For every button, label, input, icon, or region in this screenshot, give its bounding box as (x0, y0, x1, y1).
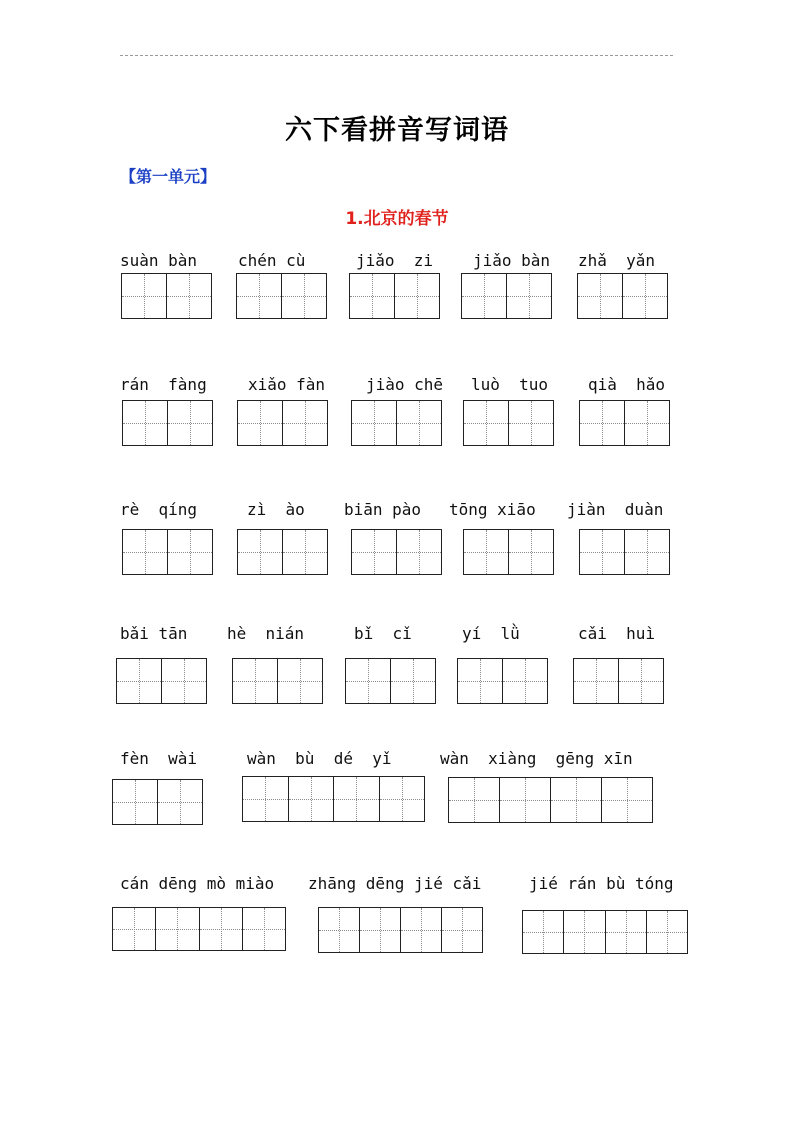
pinyin-label: yí lǜ (462, 624, 520, 643)
writing-grid-2[interactable] (349, 273, 440, 319)
pinyin-label: xiǎo fàn (248, 375, 326, 394)
pinyin-label: zì ào (247, 500, 305, 519)
writing-grid-2[interactable] (463, 529, 554, 575)
lesson-title: 1.北京的春节 (345, 209, 449, 229)
writing-grid-2[interactable] (116, 658, 207, 704)
pinyin-label: rè qíng (120, 500, 198, 519)
writing-grid-4[interactable] (522, 910, 688, 954)
writing-grid-2[interactable] (351, 529, 442, 575)
pinyin-label: bǐ cǐ (354, 624, 412, 643)
pinyin-label: rán fàng (120, 375, 207, 394)
pinyin-label: jiàn duàn (567, 500, 664, 519)
writing-grid-2[interactable] (579, 529, 670, 575)
pinyin-label: hè nián (227, 624, 305, 643)
writing-grid-2[interactable] (577, 273, 668, 319)
writing-grid-2[interactable] (122, 529, 213, 575)
writing-grid-4[interactable] (318, 907, 483, 953)
pinyin-label: zhāng dēng jié cǎi (308, 874, 482, 893)
writing-grid-2[interactable] (345, 658, 436, 704)
writing-grid-2[interactable] (112, 779, 203, 825)
pinyin-label: biān pào (344, 500, 422, 519)
pinyin-label: luò tuo (471, 375, 549, 394)
writing-grid-4[interactable] (448, 777, 653, 823)
pinyin-label: jiǎo bàn (473, 251, 551, 270)
writing-grid-2[interactable] (236, 273, 327, 319)
writing-grid-2[interactable] (237, 400, 328, 446)
writing-grid-2[interactable] (122, 400, 213, 446)
top-dashed-rule (120, 55, 673, 56)
unit-label: 【第一单元】 (120, 167, 217, 186)
pinyin-label: bǎi tān (120, 624, 188, 643)
writing-grid-2[interactable] (237, 529, 328, 575)
writing-grid-2[interactable] (232, 658, 323, 704)
pinyin-label: zhǎ yǎn (578, 251, 656, 270)
pinyin-label: tōng xiāo (449, 500, 536, 519)
writing-grid-2[interactable] (579, 400, 670, 446)
writing-grid-4[interactable] (242, 776, 425, 822)
pinyin-label: fèn wài (120, 749, 198, 768)
writing-grid-2[interactable] (457, 658, 548, 704)
pinyin-label: jié rán bù tóng (529, 874, 674, 893)
writing-grid-2[interactable] (351, 400, 442, 446)
pinyin-label: jiào chē (366, 375, 444, 394)
pinyin-label: jiǎo zi (356, 251, 434, 270)
page-title: 六下看拼音写词语 (285, 115, 509, 146)
writing-grid-4[interactable] (112, 907, 286, 951)
pinyin-label: suàn bàn (120, 251, 198, 270)
writing-grid-2[interactable] (461, 273, 552, 319)
pinyin-label: chén cù (238, 251, 306, 270)
pinyin-label: wàn bù dé yǐ (247, 749, 392, 768)
writing-grid-2[interactable] (121, 273, 212, 319)
pinyin-label: qià hǎo (588, 375, 666, 394)
pinyin-label: cán dēng mò miào (120, 874, 275, 893)
writing-grid-2[interactable] (573, 658, 664, 704)
pinyin-label: wàn xiàng gēng xīn (440, 749, 633, 768)
writing-grid-2[interactable] (463, 400, 554, 446)
pinyin-label: cǎi huì (578, 624, 656, 643)
